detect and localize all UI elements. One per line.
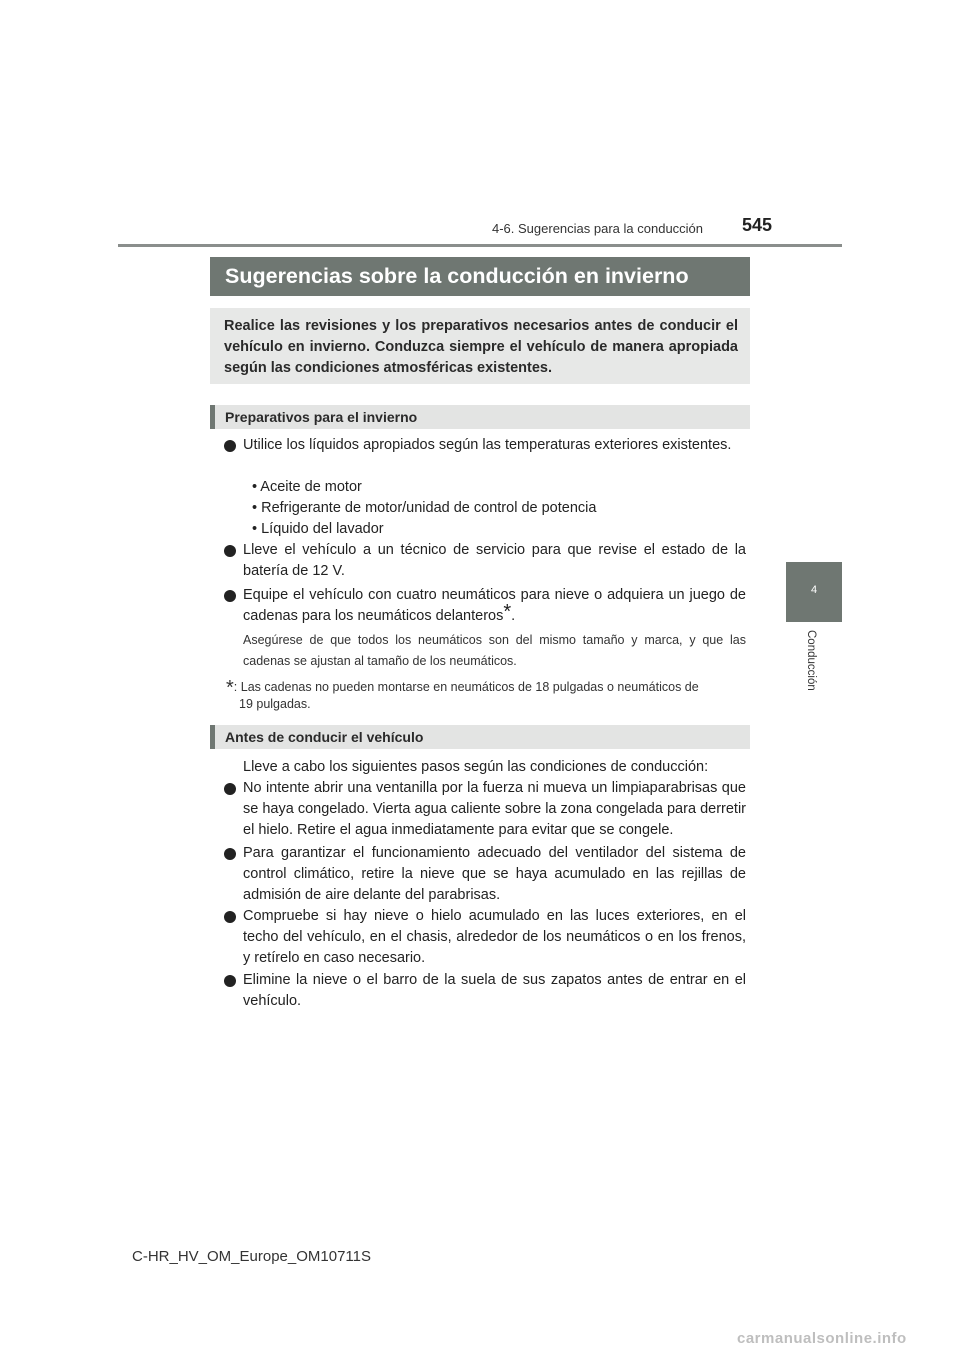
bullet-icon xyxy=(224,911,236,923)
bullet-icon xyxy=(224,545,236,557)
bullet-icon xyxy=(224,440,236,452)
page-number: 545 xyxy=(742,215,773,235)
header-divider xyxy=(118,244,842,247)
bullet-icon xyxy=(224,783,236,795)
list-item xyxy=(224,906,746,969)
list-item-text: Utilice los líquidos apropiados según las temperaturas exteriores existentes. xyxy=(243,437,732,453)
list-item xyxy=(224,435,746,456)
list-item xyxy=(224,843,746,906)
section-heading-before-driving: Antes de conducir el vehículo xyxy=(210,725,750,749)
watermark: carmanualsonline.info xyxy=(737,1330,907,1347)
section-intro-text: Lleve a cabo los siguientes pasos según las condiciones de conducción: xyxy=(243,759,709,775)
note-text: Asegúrese de que todos los neumáticos son del mismo tamaño y marca, y que las cadenas se ajustan al tamaño de los neumáticos. xyxy=(243,633,746,668)
list-item-text: Equipe el vehículo con cuatro neumáticos para nieve o adquiera un juego de cadenas para los neumáticos delanteros*. xyxy=(243,587,746,624)
page-title: Sugerencias sobre la conducción en invierno xyxy=(210,257,750,296)
bullet-icon xyxy=(224,848,236,860)
list-item xyxy=(224,540,746,582)
chapter-tab xyxy=(786,562,842,622)
list-item-text: No intente abrir una ventanilla por la fuerza ni mueva un limpiaparabrisas que se haya congelado. Vierta agua caliente sobre la zona congelada para derretir el hielo. Retire el agua inmediatamente para evitar que se congele. xyxy=(243,780,746,838)
header-section-title: 4-6. Sugerencias para la conducción xyxy=(492,221,704,236)
list-item xyxy=(224,970,746,1012)
list-item-text: Elimine la nieve o el barro de la suela de sus zapatos antes de entrar en el vehículo. xyxy=(243,972,746,1009)
footnote-marker: * xyxy=(226,677,234,699)
chapter-label: Conducción xyxy=(805,630,817,691)
list-item-text: Para garantizar el funcionamiento adecuado del ventilador del sistema de control climático, retire la nieve que se haya acumulado en las rejillas de admisión de aire delante del parabrisas. xyxy=(243,845,746,903)
footnote-marker: * xyxy=(503,601,512,623)
section-heading-winter-prep: Preparativos para el invierno xyxy=(210,405,750,429)
footnote: *: Las cadenas no pueden montarse en neumáticos de 18 pulgadas o neumáticos de 19 pulgadas. xyxy=(226,677,699,711)
list-item xyxy=(224,585,746,627)
list-item-text: Lleve el vehículo a un técnico de servicio para que revise el estado de la batería de 12 V. xyxy=(243,542,746,579)
chapter-number: 4 xyxy=(810,584,818,596)
sub-list-item: • Líquido del lavador xyxy=(252,521,384,537)
bullet-icon xyxy=(224,590,236,602)
sub-list-item: • Refrigerante de motor/unidad de control de potencia xyxy=(252,500,597,516)
list-item xyxy=(224,778,746,841)
bullet-icon xyxy=(224,975,236,987)
document-code: C-HR_HV_OM_Europe_OM10711S xyxy=(132,1248,371,1265)
sub-list-item: • Aceite de motor xyxy=(252,479,362,495)
intro-box: Realice las revisiones y los preparativos necesarios antes de conducir el vehículo en invierno. Conduzca siempre el vehículo de manera apropiada según las condiciones atmosféricas existentes. xyxy=(210,308,750,384)
list-item-text: Compruebe si hay nieve o hielo acumulado en las luces exteriores, en el techo del vehículo, en el chasis, alrededor de los neumáticos o en los frenos, y retírelo en caso necesario. xyxy=(243,908,746,966)
